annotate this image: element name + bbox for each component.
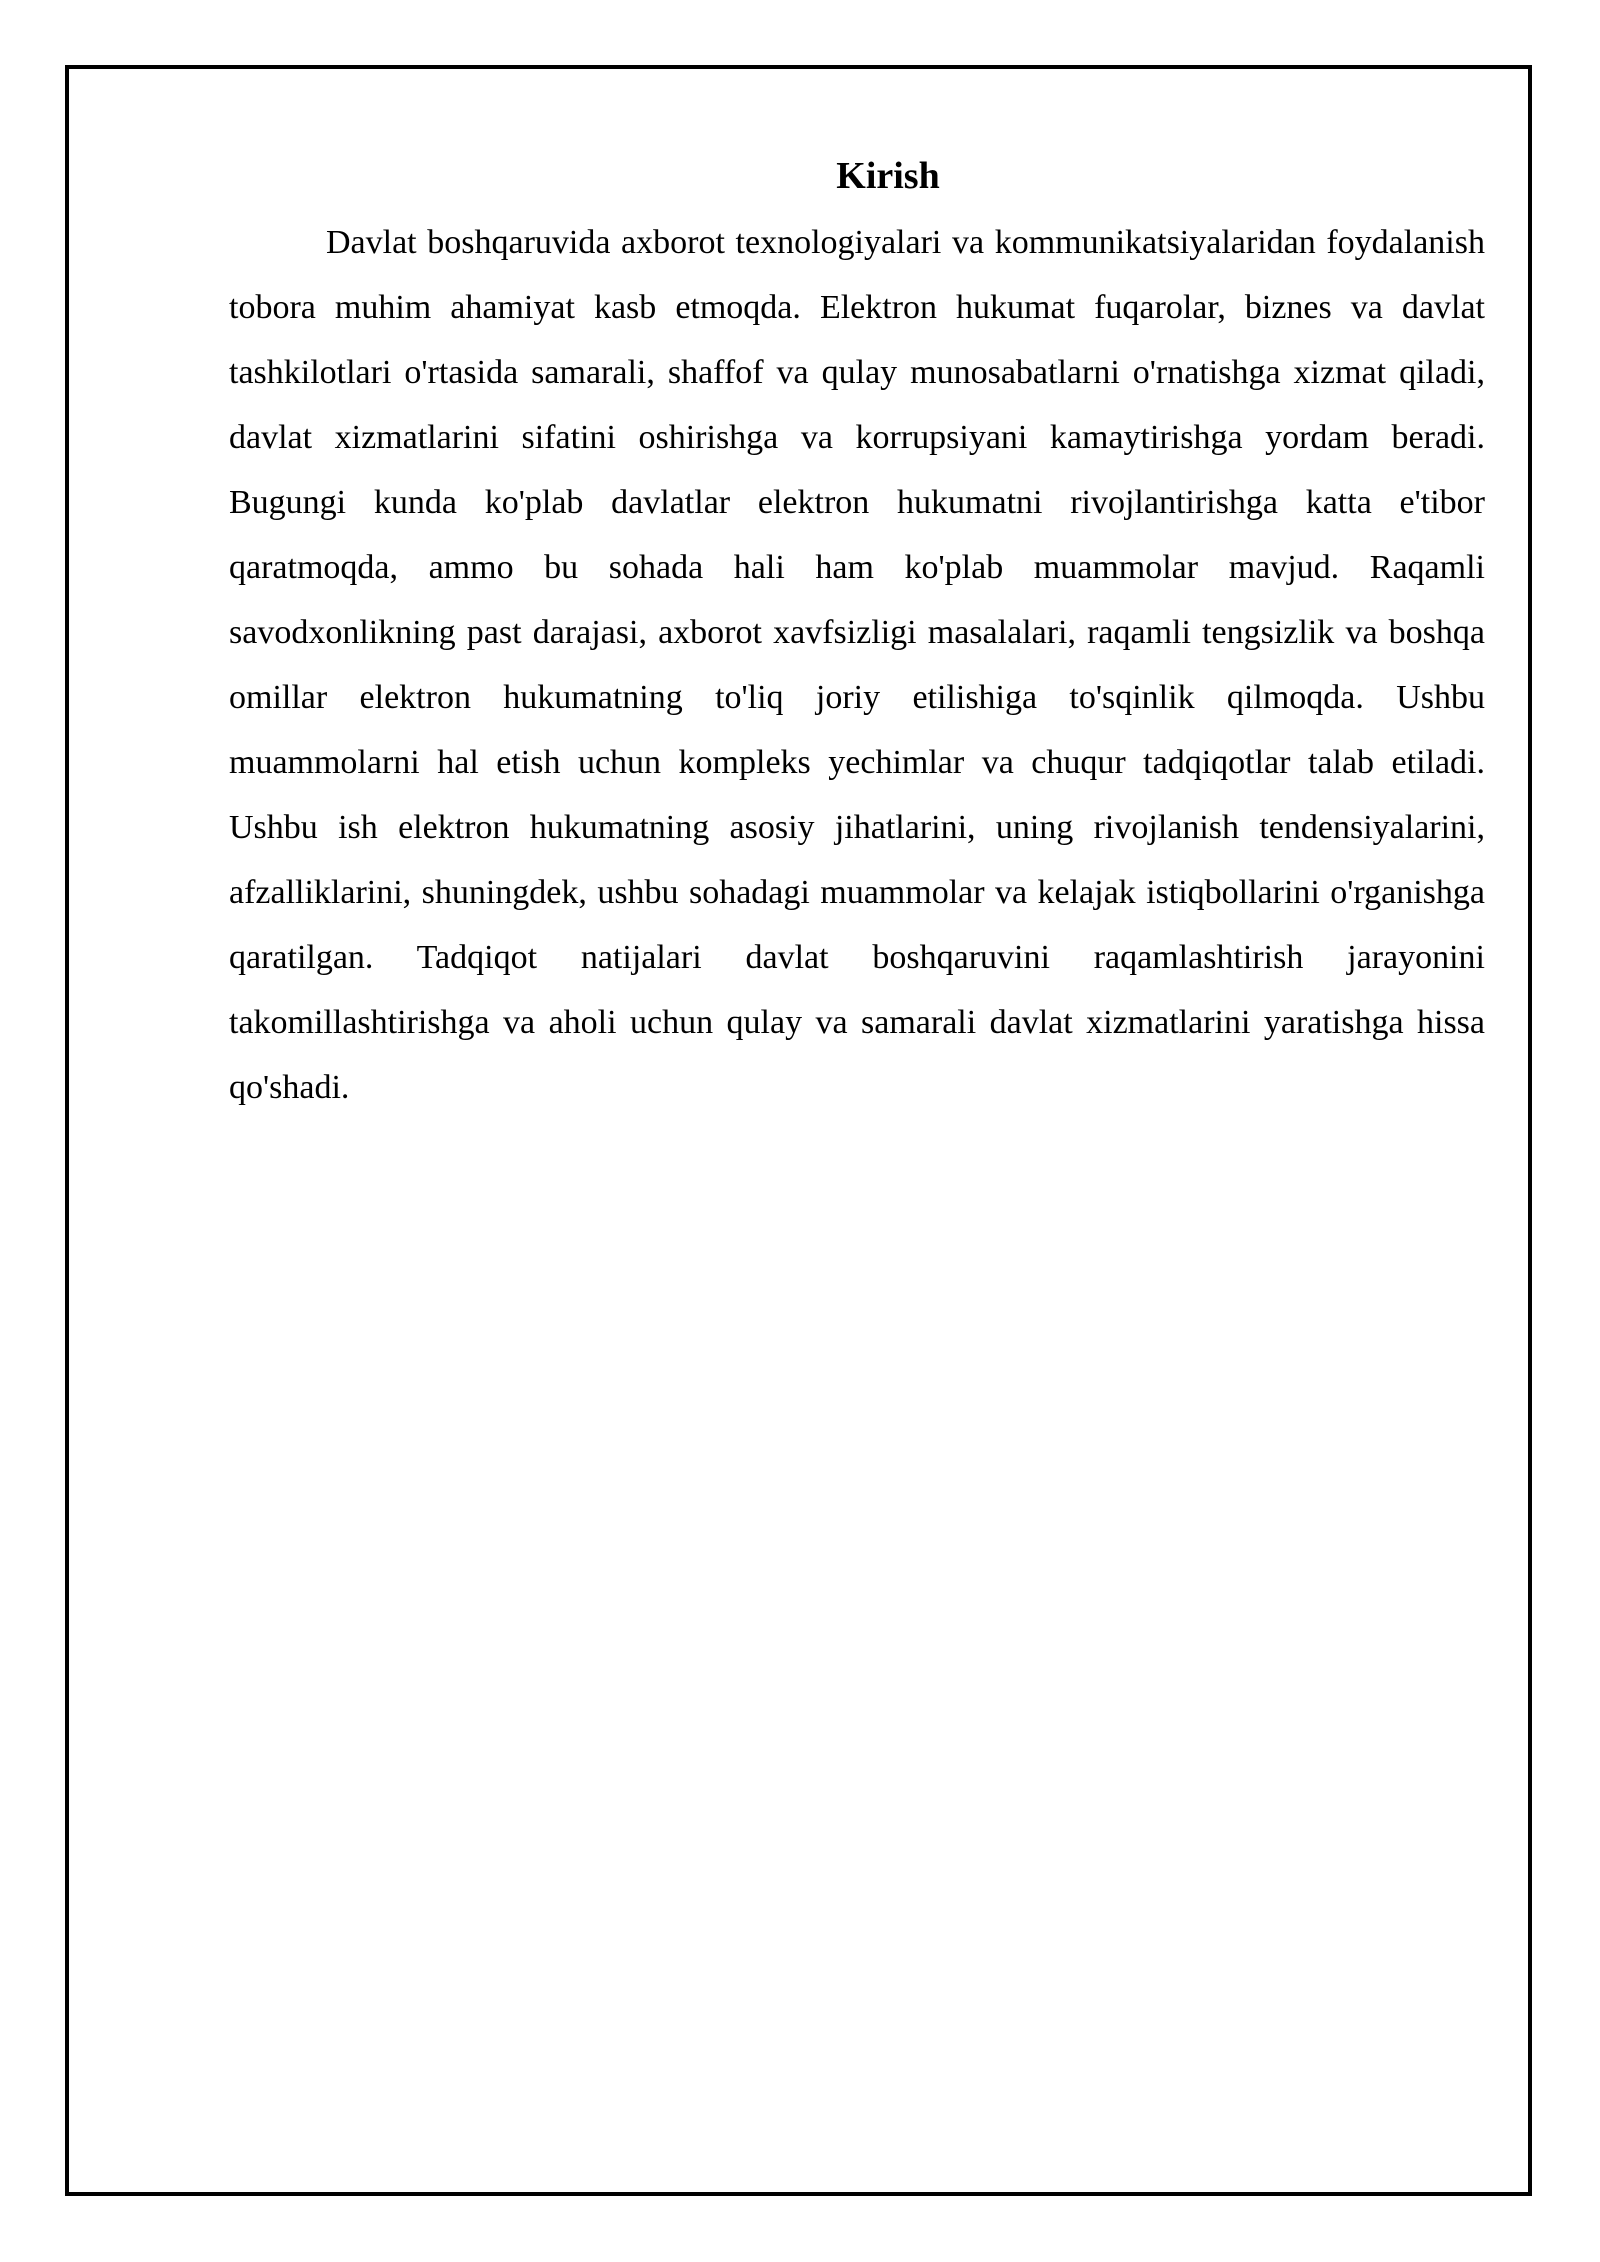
document-title: Kirish	[836, 155, 940, 197]
page-content	[229, 150, 1485, 1120]
body-paragraph: Davlat boshqaruvida axborot texnologiyalari va kommunikatsiyalaridan foydalanish tobora muhim ahamiyat kasb etmoqda. Elektron hukumat fuqarolar, biznes va davlat tashkilotlari o'rtasida samarali, shaffof va qulay munosabatlarni o'rnatishga xizmat qiladi, davlat xizmatlarini sifatini oshirishga va korrupsiyani kamaytirishga yordam beradi. Bugungi kunda ko'plab davlatlar elektron hukumatni rivojlantirishga katta e'tibor qaratmoqda, ammo bu sohada hali ham ko'plab muammolar mavjud. Raqamli savodxonlikning past darajasi, axborot xavfsizligi masalalari, raqamli tengsizlik va boshqa omillar elektron hukumatning to'liq joriy etilishiga to'sqinlik qilmoqda. Ushbu muammolarni hal etish uchun kompleks yechimlar va chuqur tadqiqotlar talab etiladi. Ushbu ish elektron hukumatning asosiy jihatlarini, uning rivojlanish tendensiyalarini, afzalliklarini, shuningdek, ushbu sohadagi muammolar va kelajak istiqbollarini o'rganishga qaratilgan. Tadqiqot natijalari davlat boshqaruvini raqamlashtirish jarayonini takomillashtirishga va aholi uchun qulay va samarali davlat xizmatlarini yaratishga hissa qo'shadi.	[229, 224, 1485, 1106]
